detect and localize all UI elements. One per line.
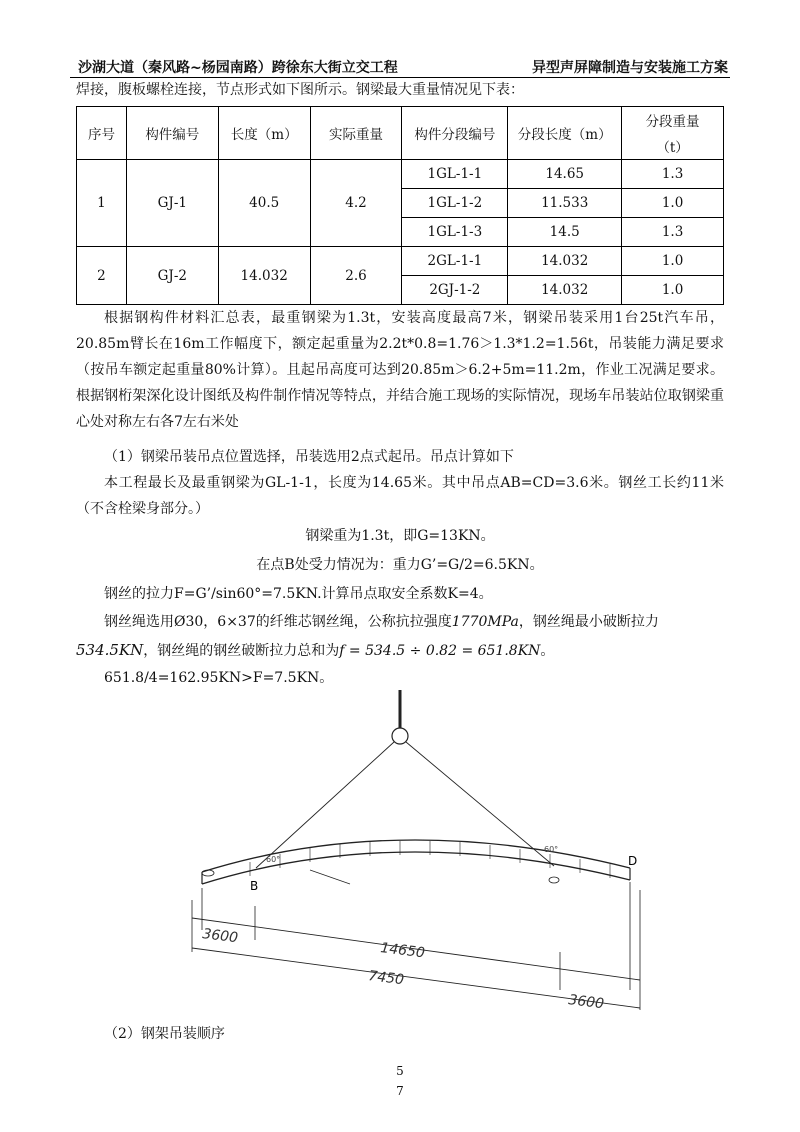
cell-segment-weight: 1.0	[622, 247, 724, 276]
label-point-b: B	[250, 879, 259, 893]
col-header-weight: 实际重量	[310, 107, 402, 160]
table-row	[77, 160, 724, 189]
cell-segment-length: 14.65	[508, 160, 622, 189]
cell-segment-length: 14.032	[508, 276, 622, 305]
dim-middle-label: 14650	[379, 940, 426, 962]
cell-segment-length: 11.533	[508, 189, 622, 218]
col-header-segment-length: 分段长度（m）	[508, 107, 622, 160]
step1-heading: （1）钢梁吊装吊点位置选择，吊装选用2点式起吊。吊点计算如下	[104, 449, 514, 465]
header-project-title: 沙湖大道（秦风路~杨园南路）跨徐东大街立交工程	[78, 60, 398, 76]
steel-beam-weight-table	[76, 106, 724, 305]
dim-total-label: 7450	[367, 968, 405, 989]
col-header-segment-weight-line1: 分段重量	[645, 114, 700, 130]
cell-segment-weight: 1.3	[622, 160, 724, 189]
cell-length: 40.5	[218, 160, 310, 247]
calc-breaking-value: 534.5	[76, 641, 119, 659]
lifting-diagram	[180, 690, 660, 1020]
lift-point-c-icon	[549, 877, 559, 883]
col-header-segment-code: 构件分段编号	[402, 107, 508, 160]
cell-segment-code: 1GL-1-3	[402, 218, 508, 247]
calc-rope-spec-text: 钢丝绳选用Ø30，6×37的纤维芯钢丝绳，公称抗拉强度	[104, 614, 452, 630]
calc-rope-spec-text2: ，钢丝绳最小破断拉力	[518, 614, 659, 630]
calc-rope-strength-unit: MPa	[487, 614, 519, 630]
sling-right	[406, 742, 554, 866]
calc-breaking-text: ，钢丝绳的钢丝破断拉力总和为	[143, 643, 340, 659]
cell-no: 2	[77, 247, 127, 305]
cell-segment-length: 14.032	[508, 247, 622, 276]
cell-segment-code: 2GJ-1-2	[402, 276, 508, 305]
cell-weight: 4.2	[310, 160, 402, 247]
header-document-title: 异型声屏障制造与安装施工方案	[532, 60, 728, 76]
col-header-segment-weight-line2: （t）	[656, 140, 689, 156]
cell-length: 14.032	[218, 247, 310, 305]
calc-weight: 钢梁重为1.3t，即G=13KN。	[305, 528, 495, 544]
cell-code: GJ-1	[126, 160, 218, 247]
page-header	[70, 55, 730, 78]
crane-hook-icon	[392, 728, 408, 744]
cell-segment-code: 1GL-1-1	[402, 160, 508, 189]
cell-segment-weight: 1.0	[622, 189, 724, 218]
calc-breaking-end: 。	[540, 643, 555, 659]
crane-capacity-paragraph: 根据钢构件材料汇总表，最重钢梁为1.3t，安装高度最高7米，钢梁吊装采用1台25t汽车吊，20.85m臂长在16m工作幅度下，额定起重量为2.2t*0.8=1.76＞1.3*1.2=1.56t，吊装能力满足要求（按吊车额定起重量80%计算）。且起吊高度可达到20.85m＞6.2+5m=11.2m，作业工况满足要求。根据钢桁架深化设计图纸及构件制作情况等特点，并结合施工现场的实际情况，现场车吊装站位取钢梁重心处对称左右各7左右米处	[76, 310, 724, 430]
col-header-no: 序号	[77, 107, 127, 160]
col-header-segment-weight	[622, 107, 724, 160]
intro-text: 焊接，腹板螺栓连接，节点形式如下图所示。钢梁最大重量情况见下表：	[76, 82, 524, 98]
table-header-row	[77, 107, 724, 160]
cell-segment-weight: 1.0	[622, 276, 724, 305]
cell-no: 1	[77, 160, 127, 247]
calc-rope-spec	[104, 612, 659, 632]
cell-segment-code: 1GL-1-2	[402, 189, 508, 218]
step2-heading: （2）钢架吊装顺序	[104, 1026, 225, 1042]
cell-segment-weight: 1.3	[622, 218, 724, 247]
calc-force-b: 在点B处受力情况为：重力G’=G/2=6.5KN。	[256, 557, 544, 573]
dim-right-label: 3600	[567, 992, 605, 1013]
annotation-leader	[310, 870, 350, 884]
calc-breaking-unit: KN	[118, 641, 144, 659]
cell-code: GJ-2	[126, 247, 218, 305]
cell-segment-length: 14.5	[508, 218, 622, 247]
cell-segment-code: 2GL-1-1	[402, 247, 508, 276]
table-row	[77, 247, 724, 276]
col-header-code: 构件编号	[126, 107, 218, 160]
label-angle-left: 60°	[266, 855, 281, 864]
lift-point-a-icon	[202, 870, 214, 876]
cell-weight: 2.6	[310, 247, 402, 305]
dim-left-label: 3600	[201, 926, 239, 947]
label-angle-right: 60°	[544, 845, 559, 854]
calc-breaking-formula: f = 534.5 ÷ 0.82 = 651.8	[339, 643, 518, 659]
calc-tension: 钢丝的拉力F=G’/sin60°=7.5KN.计算吊点取安全系数K=4。	[104, 586, 493, 602]
page-number: 5	[396, 1064, 404, 1078]
beam-info-paragraph: 本工程最长及最重钢梁为GL-1-1，长度为14.65米。其中吊点AB=CD=3.6米。钢丝工长约11米（不含栓梁身部分。）	[76, 475, 724, 517]
calc-rope-breaking	[76, 640, 554, 661]
label-point-d: D	[628, 854, 638, 868]
sling-left	[256, 742, 394, 868]
calc-rope-strength: 1770	[451, 614, 488, 630]
calc-breaking-formula-unit: KN	[517, 643, 541, 659]
calc-safety-check: 651.8/4=162.95KN>F=7.5KN。	[104, 670, 334, 686]
page-number-secondary: 7	[396, 1084, 404, 1098]
col-header-length: 长度（m）	[218, 107, 310, 160]
